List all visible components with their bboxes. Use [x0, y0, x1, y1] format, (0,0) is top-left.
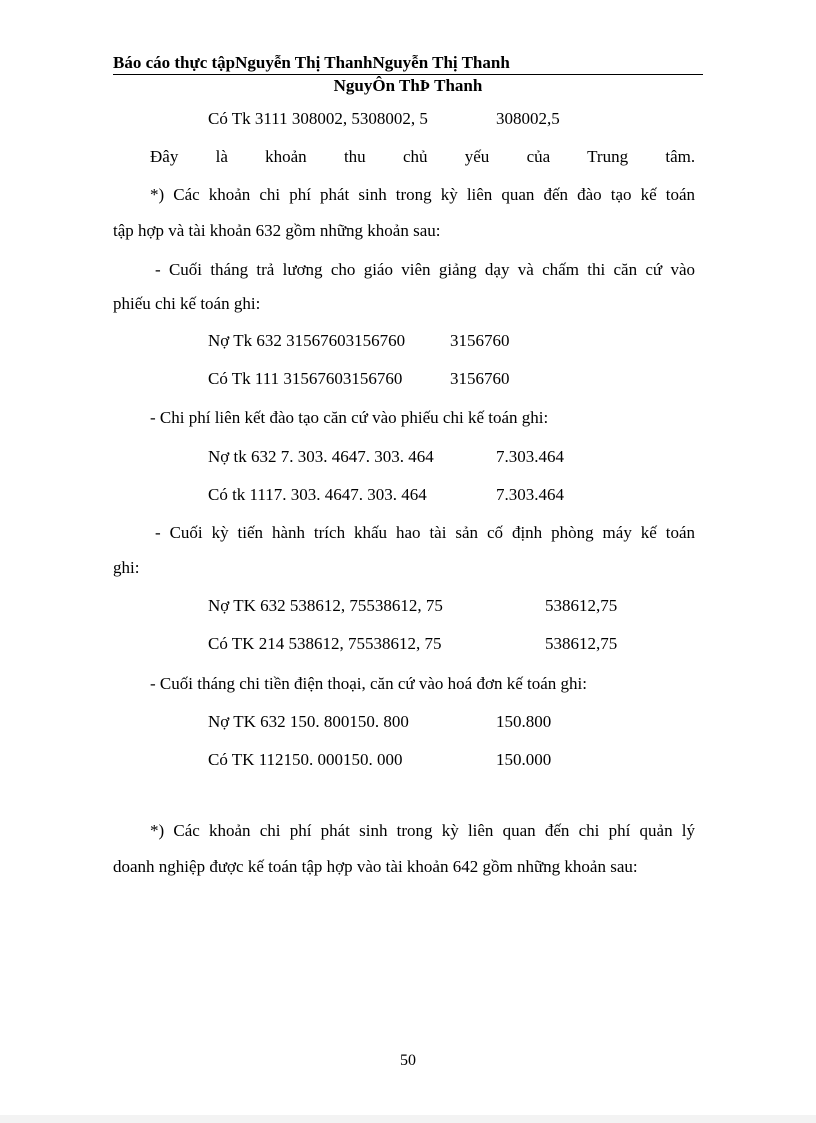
word: Trung — [587, 147, 629, 166]
paragraph-main-revenue — [150, 146, 695, 168]
word: của — [526, 147, 551, 166]
entry-text: Có tk 1117. 303. 4647. 303. 464 — [208, 485, 427, 504]
paragraph-phone: - Cuối tháng chi tiền điện thoại, căn cứ vào hoá đơn kế toán ghi: — [150, 674, 587, 693]
entry-co-111-training — [208, 484, 564, 506]
header-subtitle: NguyÔn ThÞ Thanh — [333, 76, 483, 95]
paragraph-642-line2: doanh nghiệp được kế toán tập hợp vào tài khoản 642 gồm những khoản sau: — [113, 857, 638, 876]
entry-amount: 538612,75 — [545, 634, 618, 653]
entry-amount: 7.303.464 — [496, 485, 564, 504]
entry-text: Có TK 112150. 000150. 000 — [208, 750, 403, 769]
paragraph-632-line2: tập hợp và tài khoản 632 gồm những khoản sau: — [113, 221, 441, 240]
entry-co-111-salary — [208, 368, 510, 390]
word: là — [215, 147, 228, 166]
entry-no-632-salary — [208, 330, 510, 352]
entry-co-112-phone — [208, 749, 552, 771]
entry-co-214-depreciation — [208, 633, 618, 655]
word: thu — [343, 147, 366, 166]
word: khoản — [265, 147, 307, 166]
paragraph-642-line1: *) Các khoản chi phí phát sinh trong kỳ liên quan đến chi phí quản lý — [150, 821, 695, 840]
word: yếu — [464, 147, 490, 166]
entry-amount: 308002,5 — [496, 109, 560, 128]
entry-amount: 3156760 — [450, 331, 510, 350]
page-bottom-edge — [0, 1115, 816, 1123]
word: Đây — [150, 147, 179, 166]
paragraph-salary-line1: - Cuối tháng trả lương cho giáo viên giảng dạy và chấm thi căn cứ vào — [155, 260, 695, 279]
header-title: Báo cáo thực tậpNguyễn Thị ThanhNguyễn Thị Thanh — [113, 53, 703, 75]
paragraph-depreciation-line2: ghi: — [113, 558, 140, 577]
entry-text: Nợ Tk 632 31567603156760 — [208, 331, 406, 350]
word: chủ — [402, 147, 428, 166]
entry-amount: 150.800 — [496, 712, 552, 731]
entry-text: Có Tk 111 31567603156760 — [208, 369, 403, 388]
word: tâm. — [665, 147, 696, 166]
entry-no-632-depreciation — [208, 595, 618, 617]
paragraph-salary-line2: phiếu chi kế toán ghi: — [113, 294, 261, 313]
entry-no-632-phone — [208, 711, 552, 733]
entry-text: Nợ TK 632 150. 800150. 800 — [208, 712, 409, 731]
entry-text: Có TK 214 538612, 75538612, 75 — [208, 634, 442, 653]
entry-amount: 7.303.464 — [496, 447, 564, 466]
entry-no-632-training — [208, 446, 564, 468]
entry-text: Nợ tk 632 7. 303. 4647. 303. 464 — [208, 447, 434, 466]
paragraph-632-line1: *) Các khoản chi phí phát sinh trong kỳ liên quan đến đào tạo kế toán — [150, 185, 695, 204]
entry-text: Nợ TK 632 538612, 75538612, 75 — [208, 596, 443, 615]
entry-text: Có Tk 3111 308002, 5308002, 5 — [208, 109, 428, 128]
entry-amount: 538612,75 — [545, 596, 618, 615]
entry-amount: 3156760 — [450, 369, 510, 388]
page-number: 50 — [400, 1052, 416, 1069]
entry-co-3111 — [208, 108, 560, 130]
entry-amount: 150.000 — [496, 750, 552, 769]
paragraph-depreciation-line1: - Cuối kỳ tiến hành trích khấu hao tài sản cố định phòng máy kế toán — [155, 523, 695, 542]
paragraph-training-link: - Chi phí liên kết đào tạo căn cứ vào phiếu chi kế toán ghi: — [150, 408, 549, 427]
